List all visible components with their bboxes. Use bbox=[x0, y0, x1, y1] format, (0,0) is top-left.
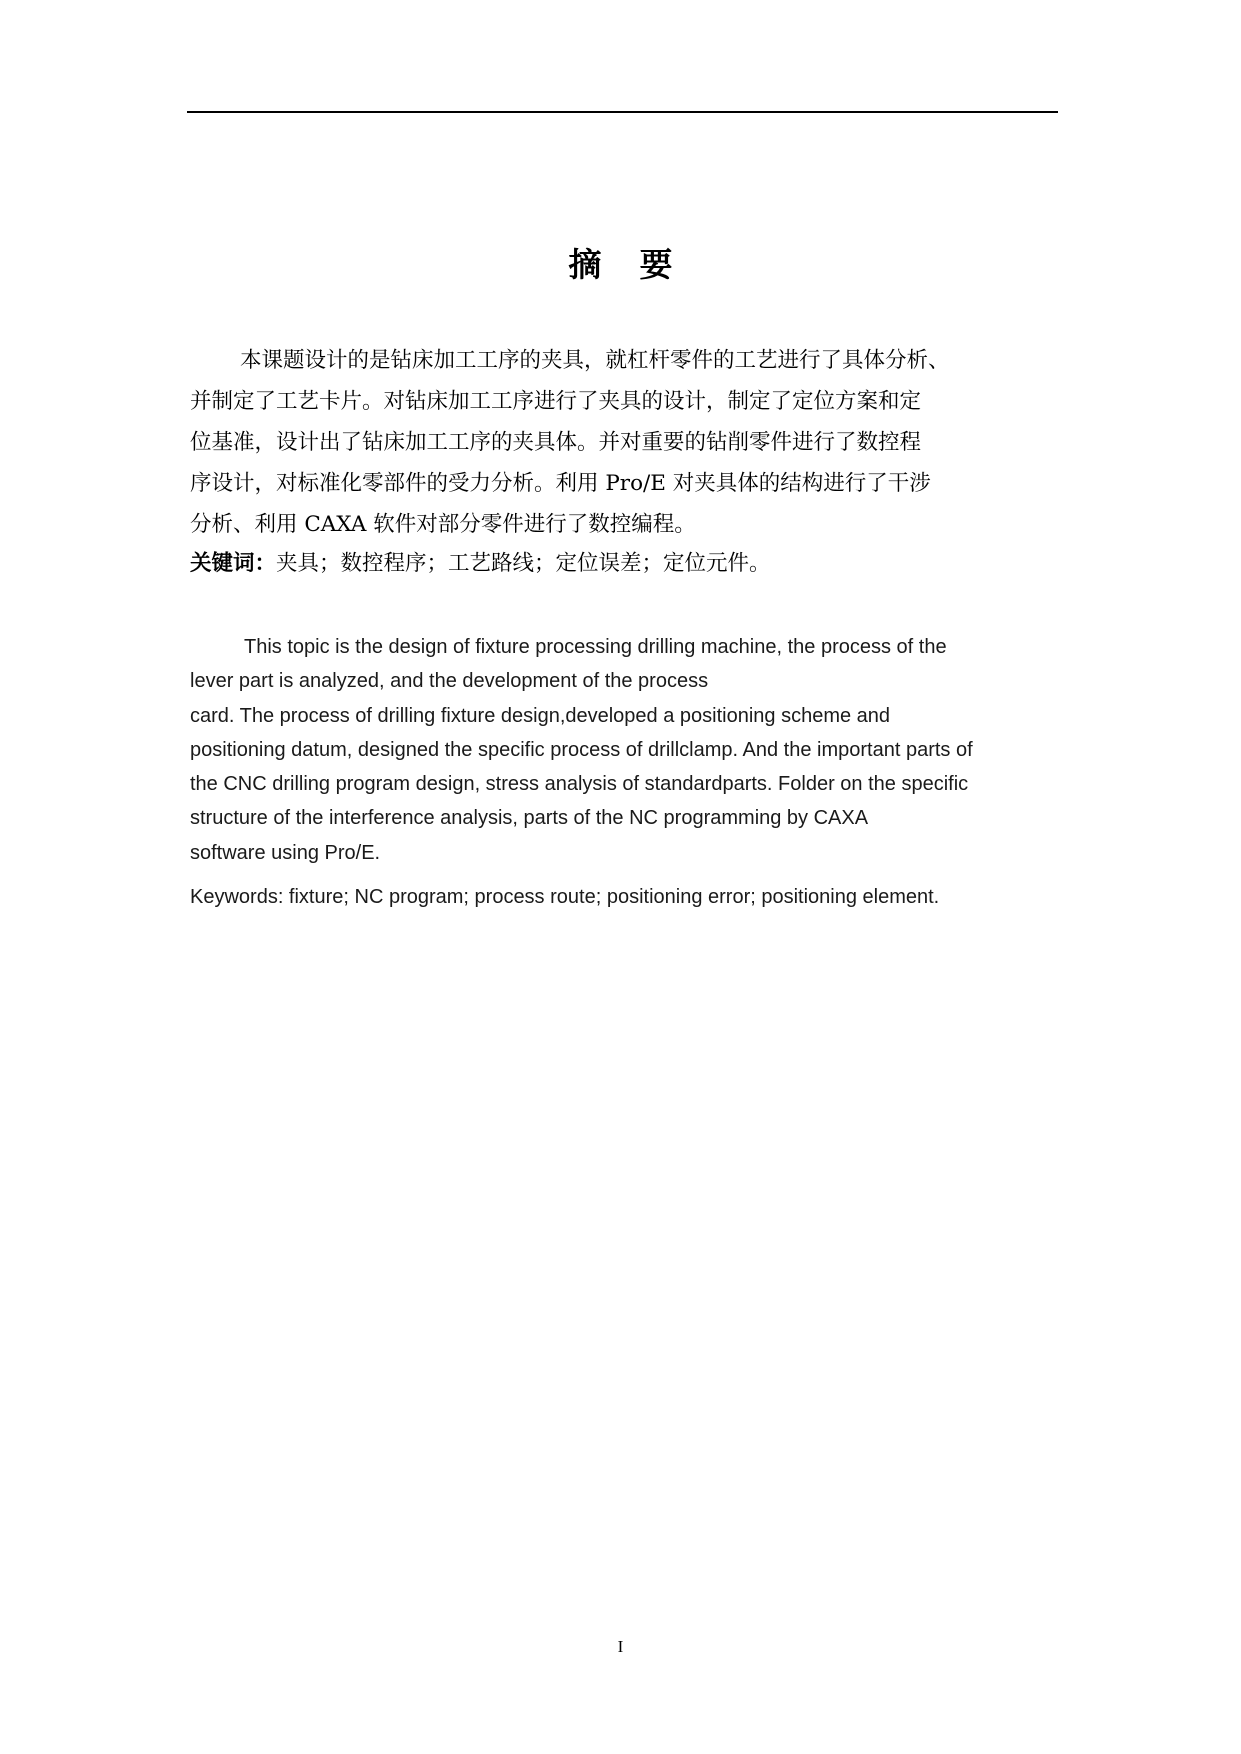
english-abstract-line: software using Pro/E. bbox=[190, 841, 381, 864]
english-abstract-line: This topic is the design of fixture processing drilling machine, the process of the bbox=[244, 636, 947, 658]
chinese-abstract-line: 序设计，对标准化零部件的受力分析。利用 Pro/E 对夹具体的结构进行了干涉 bbox=[190, 471, 931, 496]
chinese-abstract-line: 位基准，设计出了钻床加工工序的夹具体。并对重要的钻削零件进行了数控程 bbox=[190, 430, 922, 455]
english-abstract-line: the CNC drilling program design, stress analysis of standardparts. Folder on the specific bbox=[190, 773, 969, 796]
abstract-title: 摘要 bbox=[568, 245, 711, 284]
english-abstract-line: positioning datum, designed the specific process of drillclamp. And the important parts of bbox=[190, 738, 973, 761]
chinese-abstract bbox=[190, 340, 1070, 545]
page-number: I bbox=[617, 1637, 624, 1656]
chinese-abstract-line: 本课题设计的是钻床加工工序的夹具，就杠杆零件的工艺进行了具体分析、 bbox=[240, 348, 950, 373]
chinese-abstract-line: 并制定了工艺卡片。对钻床加工工序进行了夹具的设计，制定了定位方案和定 bbox=[190, 389, 922, 414]
english-keywords: Keywords: fixture; NC program; process route; positioning error; positioning element. bbox=[190, 886, 940, 908]
english-abstract bbox=[190, 630, 1070, 870]
chinese-keywords bbox=[190, 545, 1070, 583]
chinese-keywords-label: 关键词： bbox=[190, 551, 277, 576]
chinese-keywords-text: 夹具；数控程序；工艺路线；定位误差；定位元件。 bbox=[276, 551, 771, 576]
english-abstract-line: structure of the interference analysis, parts of the NC programming by CAXA bbox=[190, 807, 869, 830]
english-abstract-line: lever part is analyzed, and the development of the process bbox=[190, 670, 709, 693]
header-rule bbox=[187, 111, 1058, 113]
chinese-abstract-line: 分析、利用 CAXA 软件对部分零件进行了数控编程。 bbox=[190, 512, 696, 537]
english-abstract-line: card. The process of drilling fixture design,developed a positioning scheme and bbox=[190, 704, 891, 727]
